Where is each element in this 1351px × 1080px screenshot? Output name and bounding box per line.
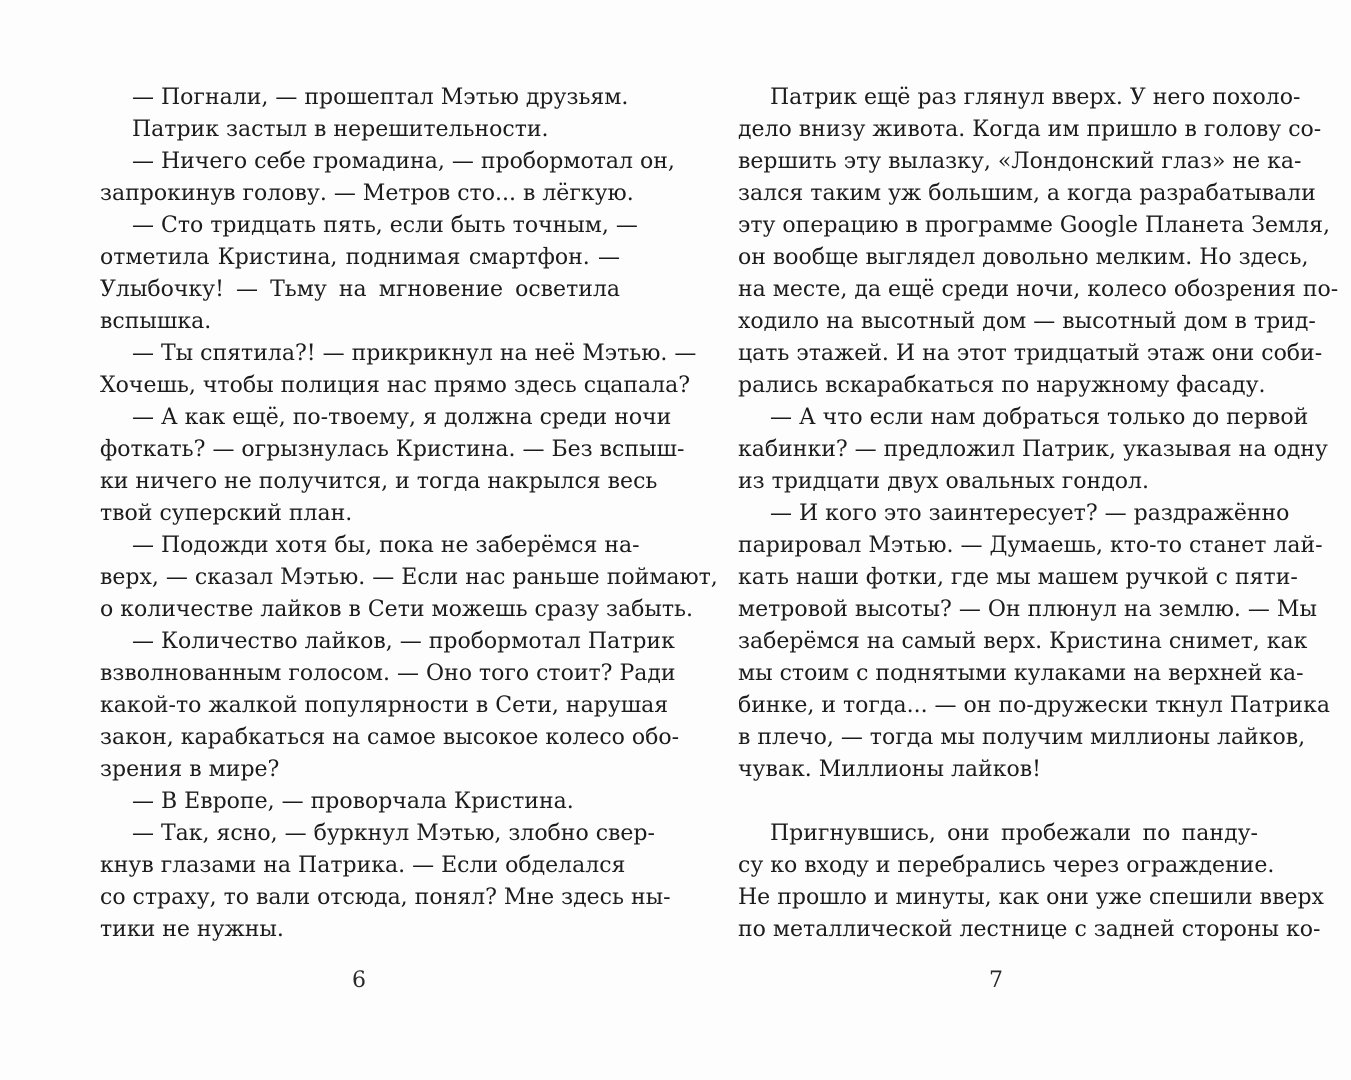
text-line: су ко входу и перебрались через ограждение. — [738, 853, 1275, 878]
text-line: Патрик застыл в нерешительности. — [132, 117, 549, 142]
left-page-text — [100, 82, 718, 946]
text-line: запрокинув голову. — Метров сто... в лёгкую. — [100, 181, 634, 206]
text-line: он вообще выглядел довольно мелким. Но здесь, — [738, 245, 1309, 270]
text-line: Не прошло и минуты, как они уже спешили вверх — [738, 885, 1324, 910]
right-page-text — [738, 82, 1339, 946]
text-line: Улыбочку! — Тьму на мгновение осветила — [100, 277, 620, 302]
text-line: взволнованным голосом. — Оно того стоит? Ради — [100, 661, 676, 686]
text-line: зрения в мире? — [100, 757, 280, 782]
text-line: — Подожди хотя бы, пока не заберёмся на- — [132, 533, 640, 558]
text-line: — Сто тридцать пять, если быть точным, — — [132, 213, 638, 238]
text-line: — Так, ясно, — буркнул Мэтью, злобно свер- — [132, 821, 655, 846]
text-line: зался таким уж большим, а когда разрабатывали — [738, 181, 1316, 206]
text-line: мы стоим с поднятыми кулаками на верхней ка- — [738, 661, 1304, 686]
left-page-number: 6 — [352, 968, 366, 993]
text-line: кать наши фотки, где мы машем ручкой с пяти- — [738, 565, 1298, 590]
text-line: цать этажей. И на этот тридцатый этаж они соби- — [738, 341, 1323, 366]
text-line: рались вскарабкаться по наружному фасаду. — [738, 373, 1266, 398]
text-line: фоткать? — огрызнулась Кристина. — Без вспыш- — [100, 437, 685, 462]
text-line: чувак. Миллионы лайков! — [738, 757, 1041, 782]
text-line: в плечо, — тогда мы получим миллионы лайков, — [738, 725, 1306, 750]
text-line: по металлической лестнице с задней стороны ко- — [738, 917, 1321, 942]
text-line: вспышка. — [100, 309, 212, 334]
text-line: эту операцию в программе Google Планета Земля, — [738, 213, 1330, 238]
text-line: со страху, то вали отсюда, понял? Мне здесь ны- — [100, 885, 671, 910]
right-page-number: 7 — [989, 968, 1003, 993]
text-line: отметила Кристина, поднимая смартфон. — — [100, 245, 620, 270]
text-line: Патрик ещё раз глянул вверх. У него похоло- — [770, 85, 1301, 110]
text-line: вершить эту вылазку, «Лондонский глаз» не ка- — [738, 149, 1302, 174]
text-line: на месте, да ещё среди ночи, колесо обозрения по- — [738, 277, 1339, 302]
text-line: верх, — сказал Мэтью. — Если нас раньше поймают, — [100, 565, 718, 590]
text-line: метровой высоты? — Он плюнул на землю. — Мы — [738, 597, 1317, 622]
text-line: кнув глазами на Патрика. — Если обделался — [100, 853, 626, 878]
text-line: о количестве лайков в Сети можешь сразу забыть. — [100, 597, 694, 622]
text-line: дело внизу живота. Когда им пришло в голову со- — [738, 117, 1322, 142]
text-line: — А как ещё, по-твоему, я должна среди ночи — [132, 405, 672, 430]
text-line: твой суперский план. — [100, 501, 353, 526]
text-line: ходило на высотный дом — высотный дом в трид- — [738, 309, 1316, 334]
text-line: тики не нужны. — [100, 917, 284, 942]
text-line: — И кого это заинтересует? — раздражённо — [770, 501, 1290, 526]
text-line: закон, карабкаться на самое высокое колесо обо- — [100, 725, 680, 750]
text-line: — В Европе, — проворчала Кристина. — [132, 789, 574, 814]
text-line: заберёмся на самый верх. Кристина снимет, как — [738, 629, 1308, 654]
text-line: бинке, и тогда... — он по-дружески ткнул Патрика — [738, 693, 1330, 718]
text-line: парировал Мэтью. — Думаешь, кто-то станет лай- — [738, 533, 1323, 558]
text-line: Хочешь, чтобы полиция нас прямо здесь сцапала? — [100, 373, 691, 398]
paragraph-gap — [738, 786, 1258, 818]
text-line: из тридцати двух овальных гондол. — [738, 469, 1149, 494]
text-line: — Ты спятила?! — прикрикнул на неё Мэтью. — — [132, 341, 697, 366]
text-line: Пригнувшись, они пробежали по панду- — [770, 821, 1258, 846]
text-line: — Погнали, — прошептал Мэтью друзьям. — [132, 85, 629, 110]
text-line: какой-то жалкой популярности в Сети, нарушая — [100, 693, 669, 718]
text-line: кабинки? — предложил Патрик, указывая на одну — [738, 437, 1328, 462]
text-line: ки ничего не получится, и тогда накрылся весь — [100, 469, 658, 494]
text-line: — Количество лайков, — пробормотал Патрик — [132, 629, 675, 654]
text-line: — А что если нам добраться только до первой — [770, 405, 1309, 430]
text-line: — Ничего себе громадина, — пробормотал он, — [132, 149, 675, 174]
